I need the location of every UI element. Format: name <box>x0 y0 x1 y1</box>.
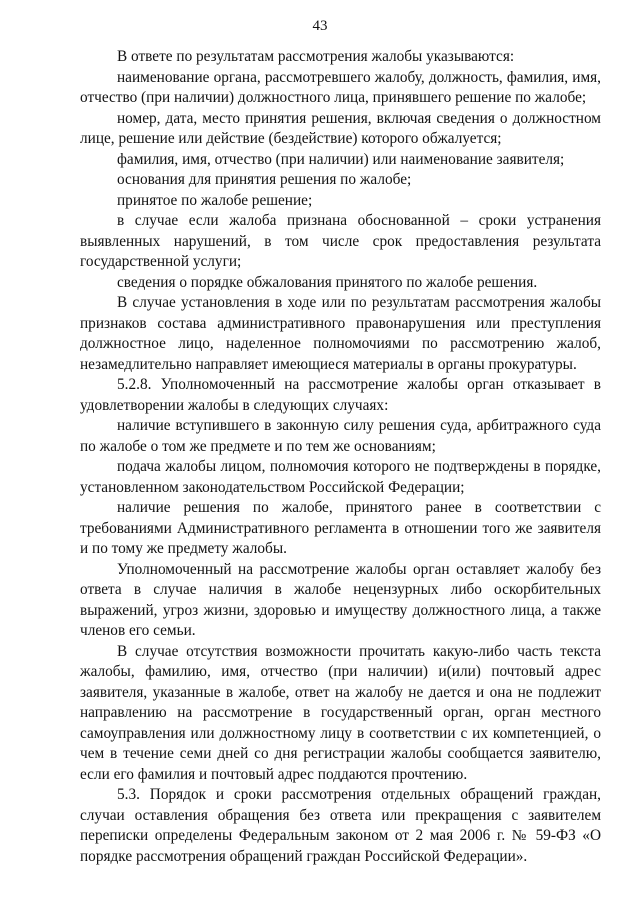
paragraph-prior-decision: наличие решения по жалобе, принятого ранее в соответствии с требованиями Административного регламента в отношении того же заявителя и по тому же предмету жалобы. <box>80 499 601 557</box>
paragraph-left-unanswered: Уполномоченный на рассмотрение жалобы орган оставляет жалобу без ответа в случае наличия в жалобе нецензурных либо оскорбительных выражений, угроз жизни, здоровью и имуществу должностного лица, а также членов его семьи. <box>80 560 601 639</box>
paragraph-remedy-terms: в случае если жалоба признана обоснованной – сроки устранения выявленных нарушений, в том числе срок предоставления результата государственной услуги; <box>80 212 601 270</box>
paragraph-applicant-name: фамилия, имя, отчество (при наличии) или наименование заявителя; <box>117 150 565 168</box>
paragraph-section-5-3: 5.3. Порядок и сроки рассмотрения отдельных обращений граждан, случаи оставления обращения без ответа или прекращения с заявителем переписки определены Федеральным законом от 2 мая 2006 г. № 59-ФЗ «О порядке рассмотрения обращений граждан Российской Федерации». <box>80 786 601 865</box>
paragraph-response-contents-intro: В ответе по результатам рассмотрения жалобы указываются: <box>117 48 515 65</box>
paragraph-decision-grounds: основания для принятия решения по жалобе; <box>117 171 412 188</box>
paragraph-authority-name: наименование органа, рассмотревшего жалобу, должность, фамилия, имя, отчество (при наличии) должностного лица, принявшего решение по жалобе; <box>80 68 601 106</box>
paragraph-unreadable-complaint: В случае отсутствия возможности прочитать какую-либо часть текста жалобы, фамилию, имя, отчество (при наличии) и(или) почтовый адрес заявителя, указанные в жалобе, ответ на жалобу не дается и она не подлежит направлению на рассмотрение в государственный орган, орган местного самоуправления или должностному лицу в соответствии с их компетенцией, о чем в течение семи дней со дня регистрации жалобы сообщается заявителю, если его фамилия и почтовый адрес поддаются прочтению. <box>80 642 601 783</box>
paragraph-decision-number-date: номер, дата, место принятия решения, включая сведения о должностном лице, решение или действие (бездействие) которого обжалуется; <box>80 109 601 147</box>
paragraph-section-5-2-8: 5.2.8. Уполномоченный на рассмотрение жалобы орган отказывает в удовлетворении жалобы в следующих случаях: <box>80 376 601 414</box>
paragraph-court-decision: наличие вступившего в законную силу решения суда, арбитражного суда по жалобе о том же предмете и по тем же основаниям; <box>80 417 601 455</box>
text-body <box>80 47 601 867</box>
paragraph-appeal-procedure: сведения о порядке обжалования принятого по жалобе решения. <box>117 273 538 291</box>
paragraph-prosecution-referral: В случае установления в ходе или по результатам рассмотрения жалобы признаков состава административного правонарушения или преступления должностное лицо, наделенное полномочиями по рассмотрению жалоб, незамедлительно направляет имеющиеся материалы в органы прокуратуры. <box>80 294 601 373</box>
paragraph-unconfirmed-authority: подача жалобы лицом, полномочия которого не подтверждены в порядке, установленном законодательством Российской Федерации; <box>80 458 601 496</box>
page-number: 43 <box>312 18 328 34</box>
paragraph-decision-taken: принятое по жалобе решение; <box>117 191 313 209</box>
